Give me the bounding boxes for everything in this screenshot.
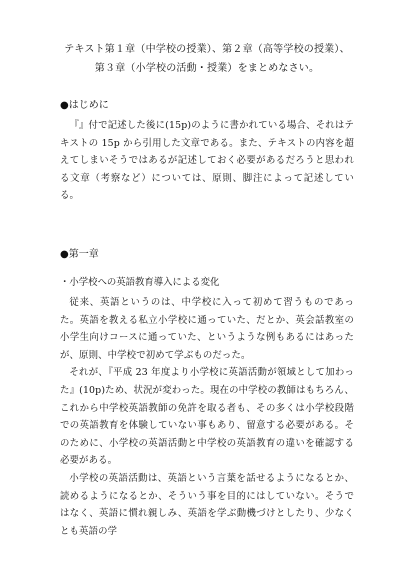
intro-section (60, 96, 354, 205)
chapter1-subheading: ・小学校への英語教育導入による変化 (60, 276, 220, 288)
chapter1-section (60, 245, 354, 540)
chapter1-paragraph-3: 小学校の英語活動は、英語という言葉を話せるようになるとか、読めるようになるとか、そういう事を目的にはしていない。そうではなく、英語に慣れ親しみ、英語を学ぶ動機づけとしたり、少なくとも英語の学 (60, 472, 354, 537)
chapter1-paragraph-1: 従来、英語というのは、中学校に入って初めて習うものであった。英語を教える私立小学校に通っていた、だとか、英会話教室の小学生向けコースに通っていた、というような例もあるにはあったが、原則、中学校で初めて学ぶものだった。 (60, 296, 354, 361)
intro-heading: ●はじめに (60, 100, 109, 111)
chapter1-heading: ●第一章 (60, 248, 99, 260)
chapter1-paragraph-2: それが、『平成 23 年度より小学校に英語活動が領域として加わった』(10p)ため、状況が変わった。現在の中学校の教師はもちろん、これから中学校英語教師の免許を取る者も、その多くは小学校段階での英語教育を体験していない事もあり、留意する必要がある。そのために、小学校の英語活動と中学校の英語教育の違いを確認する必要がある。 (60, 367, 354, 467)
section-spacer (60, 205, 354, 245)
assignment-title: テキスト第１章（中学校の授業）、第２章（高等学校の授業）、第３章（小学校の活動・授業）をまとめなさい。 (64, 44, 350, 74)
intro-paragraph: 『』付で記述した後に(15p)のように書かれている場合、それはテキストの 15p から引用した文章である。また、テキストの内容を超えてしまいそうではあるが記述しておく必要があるだろうと思われる文章（考察など）については、原則、脚注によって記述している。 (60, 120, 354, 202)
heading-spacer (60, 266, 354, 274)
